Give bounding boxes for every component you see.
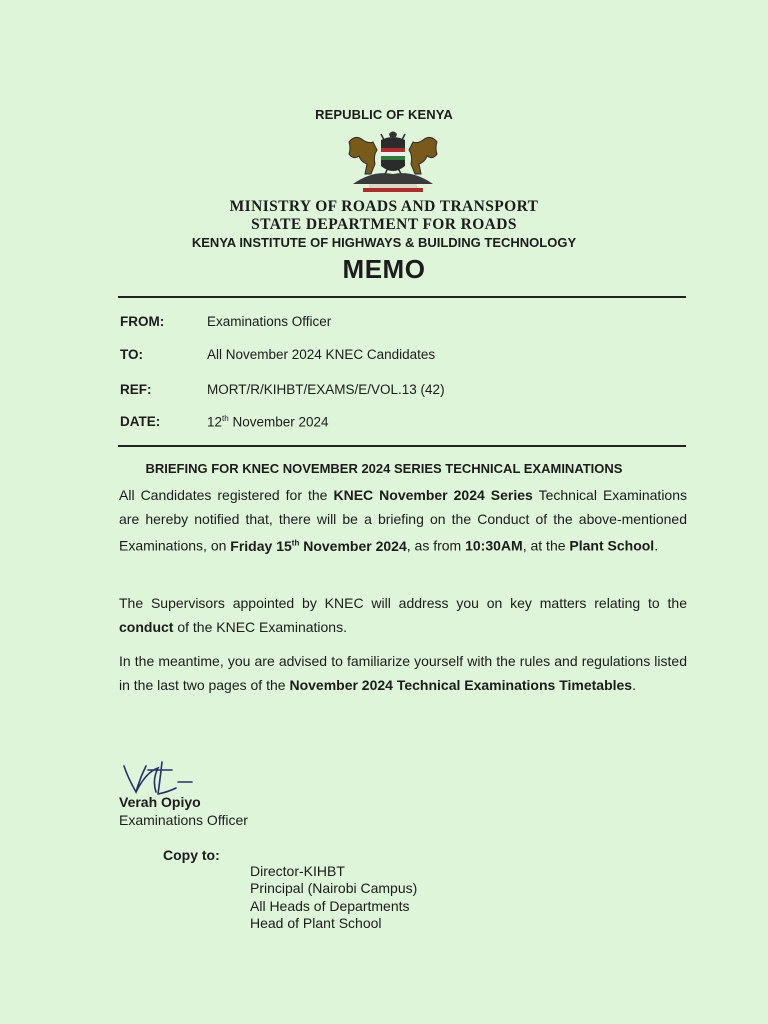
date-value (207, 414, 329, 430)
paragraph-timetable (119, 650, 687, 697)
p1-venue: Plant School (569, 537, 655, 554)
date-month-year: November 2024 (228, 414, 329, 430)
p3-text-a: In the meantime, you are advised to familiarize yourself with the rules and regulations listed in the last two pages of the (119, 653, 687, 693)
p3-text-c: . (632, 676, 636, 693)
paragraph-supervisors (119, 592, 687, 639)
ref-label: REF: (120, 382, 152, 397)
list-item: Director-KIHBT (250, 863, 345, 879)
to-value: All November 2024 KNEC Candidates (207, 347, 436, 362)
copy-to-label: Copy to: (163, 847, 220, 863)
list-item: Principal (Nairobi Campus) (250, 880, 418, 897)
p3-timetables: November 2024 Technical Examinations Timetables (289, 676, 633, 693)
p1-date-day (230, 538, 406, 554)
department-name: STATE DEPARTMENT FOR ROADS (251, 216, 517, 233)
p1-time: 10:30AM (465, 537, 523, 554)
signatory-name: Verah Opiyo (119, 794, 201, 810)
date-day: 12 (207, 414, 223, 430)
p1-text-c: Technical Examinations are hereby notified that, there will be a briefing on the Conduct of the above-mentioned Examinations, on (119, 487, 687, 554)
p1-series: KNEC November 2024 Series (333, 487, 533, 503)
memo-title: MEMO (342, 254, 426, 284)
memo-subject: BRIEFING FOR KNEC NOVEMBER 2024 SERIES TECHNICAL EXAMINATIONS (145, 461, 623, 476)
p1-month: November 2024 (299, 537, 407, 554)
p1-text-j: . (654, 537, 659, 554)
from-label: FROM: (120, 314, 165, 329)
copy-to-list (250, 863, 417, 932)
ministry-name: MINISTRY OF ROADS AND TRANSPORT (229, 198, 539, 215)
header-divider-bottom (118, 445, 686, 447)
from-value: Examinations Officer (207, 314, 332, 329)
date-label: DATE: (120, 414, 161, 429)
ref-value: MORT/R/KIHBT/EXAMS/E/VOL.13 (42) (207, 382, 445, 397)
p2-text-a: The Supervisors appointed by KNEC will address you on key matters relating to the (119, 595, 687, 611)
to-label: TO: (120, 347, 143, 362)
p1-text-h: , at the (522, 537, 570, 554)
republic-heading: REPUBLIC OF KENYA (315, 107, 453, 122)
institute-heading: KENYA INSTITUTE OF HIGHWAYS & BUILDING TECHNOLOGY (191, 235, 577, 250)
list-item: Head of Plant School (250, 914, 382, 931)
coat-of-arms-emblem (339, 128, 447, 194)
header-divider-top (118, 296, 686, 298)
p1-text-f: , as from (406, 537, 466, 554)
ministry-heading (0, 198, 768, 234)
paragraph-briefing (119, 484, 687, 558)
date-day-suffix: th (222, 414, 229, 423)
p2-conduct: conduct (119, 618, 174, 635)
signatory-title: Examinations Officer (119, 812, 248, 828)
list-item: All Heads of Departments (250, 897, 410, 914)
p1-day: Friday 15 (230, 537, 292, 554)
p2-text-c: of the KNEC Examinations. (173, 618, 347, 635)
p1-day-suffix: th (291, 538, 300, 547)
p1-text-a: All Candidates registered for the (119, 487, 334, 503)
